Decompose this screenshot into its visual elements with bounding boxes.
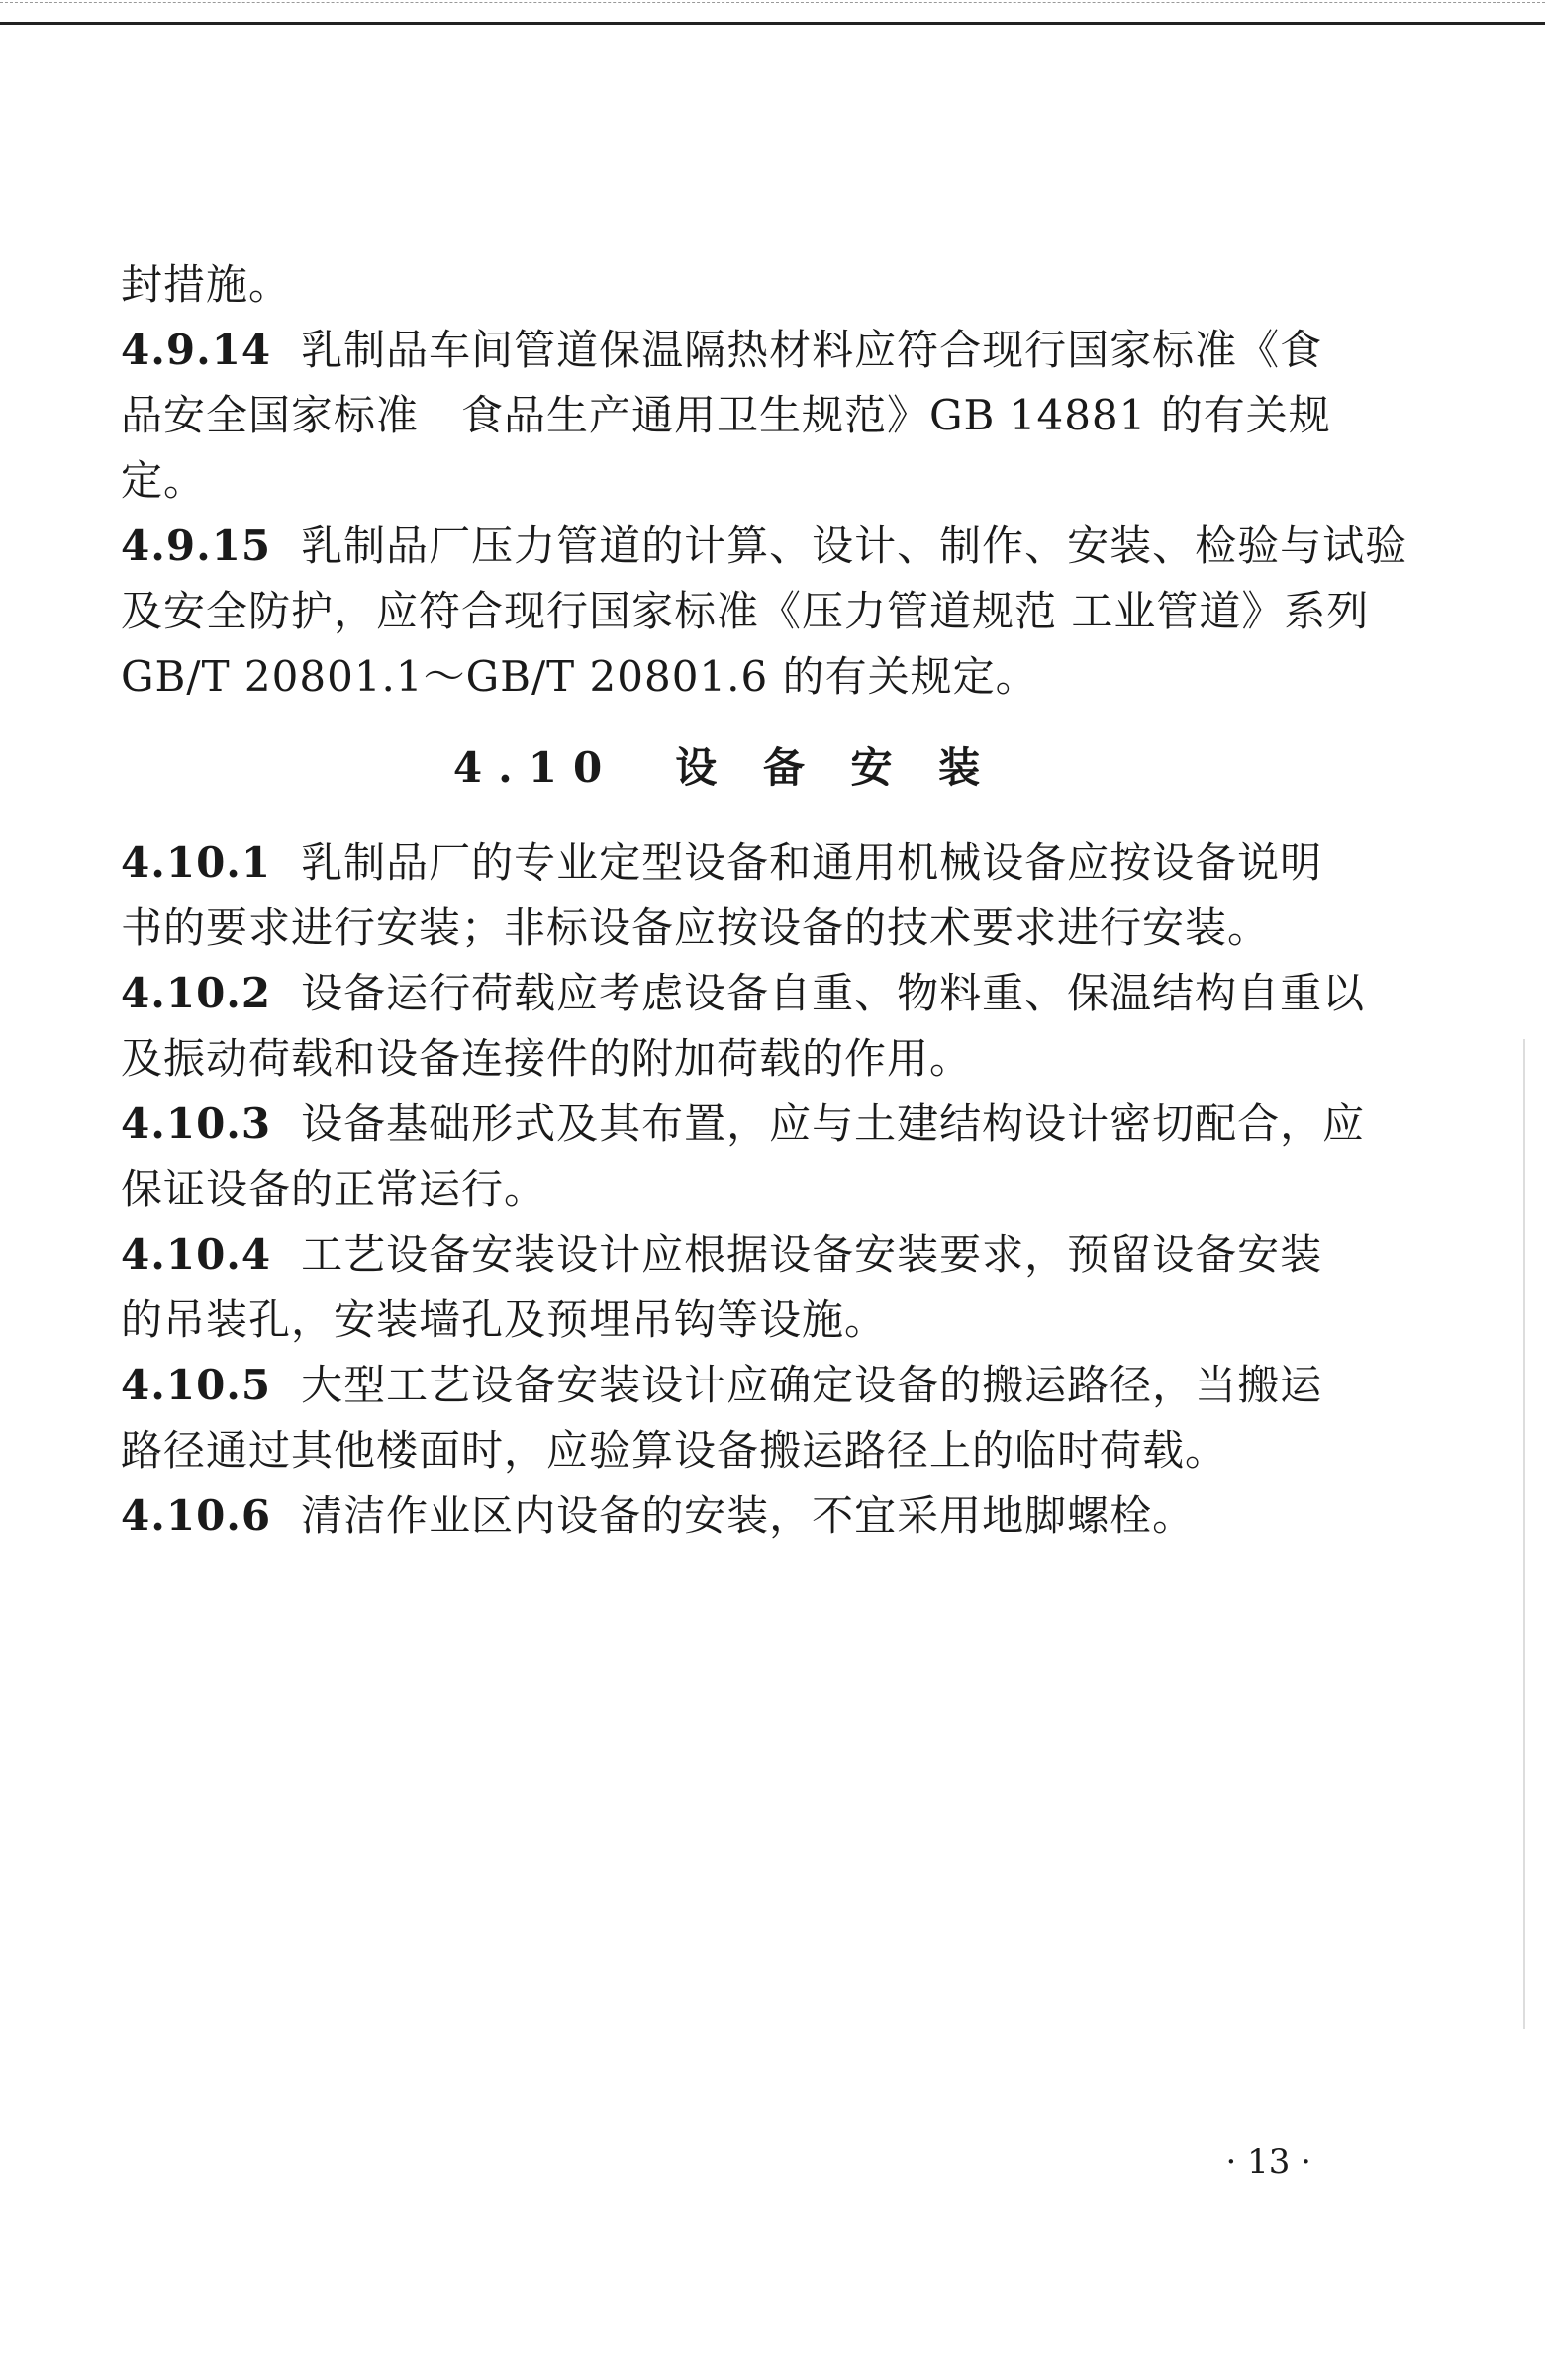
clause-text: 乳制品厂压力管道的计算、设计、制作、安装、检验与试验 [301,522,1408,570]
text-line [121,644,1328,710]
text-line [121,1157,1328,1222]
clause-text: 大型工艺设备安装设计应确定设备的搬运路径，当搬运 [301,1361,1323,1409]
text-line [121,1353,1328,1418]
text-line [121,383,1331,448]
clause-text: 设备基础形式及其布置，应与土建结构设计密切配合，应 [301,1099,1366,1148]
text-line [121,448,1328,514]
clause-text: 保证设备的正常运行。 [121,1165,547,1213]
paragraph-block-4-9 [121,252,1408,710]
text-line [121,579,1370,644]
clause-number: 4.10.4 [121,1230,272,1279]
clause-number: 4.10.3 [121,1099,272,1148]
clause-text: 及振动荷载和设备连接件的附加荷载的作用。 [121,1034,973,1083]
text-line [121,896,1328,961]
clause-text: 封措施。 [121,260,292,309]
clause-text: 书的要求进行安装；非标设备应按设备的技术要求进行安装。 [121,904,1271,952]
text-line [121,1418,1328,1483]
clause-text: 路径通过其他楼面时，应验算设备搬运路径上的临时荷载。 [121,1426,1228,1475]
clause-number: 4.9.14 [121,326,272,374]
clause-text: 的吊装孔，安装墙孔及预埋吊钩等设施。 [121,1295,888,1344]
clause-number: 4.10.1 [121,838,272,887]
clause-number: 4.10.2 [121,969,272,1017]
text-line [121,1092,1366,1157]
clause-text: 乳制品车间管道保温隔热材料应符合现行国家标准《食 [301,326,1323,374]
text-line [121,1287,1328,1353]
body-text [121,252,1408,1549]
clause-text: 清洁作业区内设备的安装，不宜采用地脚螺栓。 [301,1491,1196,1540]
clause-text: GB/T 20801.1～GB/T 20801.6 的有关规定。 [121,652,1038,701]
text-line [121,252,1328,318]
text-line [121,961,1366,1026]
clause-text: 及安全防护，应符合现行国家标准《压力管道规范 工业管道》系列 [121,587,1370,635]
text-line [121,514,1408,579]
text-line [121,830,1328,896]
clause-text: 定。 [121,456,207,505]
edge-mark [1523,1039,1525,2029]
clause-text: 设备运行荷载应考虑设备自重、物料重、保温结构自重以 [301,969,1366,1017]
text-line [121,1222,1328,1287]
text-line [121,318,1328,383]
clause-text: 乳制品厂的专业定型设备和通用机械设备应按设备说明 [301,838,1323,887]
page-number: · 13 · [1225,2142,1311,2182]
text-line [121,1483,1328,1549]
clause-text: 品安全国家标准 食品生产通用卫生规范》GB 14881 的有关规 [121,391,1331,439]
text-line [121,1026,1328,1092]
clause-number: 4.9.15 [121,522,272,570]
top-rule [0,22,1545,25]
clause-text: 工艺设备安装设计应根据设备安装要求，预留设备安装 [301,1230,1323,1279]
clause-number: 4.10.6 [121,1491,272,1540]
clause-number: 4.10.5 [121,1361,272,1409]
section-heading: 4.10 设 备 安 装 [452,743,997,792]
scan-edge [0,2,1545,4]
paragraph-block-4-10 [121,830,1366,1549]
